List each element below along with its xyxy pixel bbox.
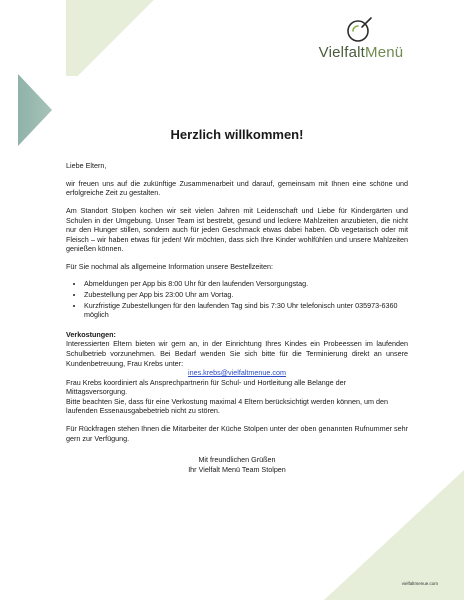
tasting-note: Bitte beachten Sie, dass für eine Verkostung maximal 4 Eltern berücksichtigt werden können, um den laufenden Essenausgabebetrieb nicht zu stören. bbox=[66, 396, 389, 416]
footer-url: vielfaltmenue.com bbox=[401, 581, 438, 586]
list-item: • Zubestellung per App bis 23:00 Uhr am Vortag. bbox=[84, 290, 408, 300]
logo-name-part2: Menü bbox=[365, 44, 404, 61]
contact-email-link[interactable]: ines.krebs@vielfaltmenue.com bbox=[188, 368, 286, 378]
decorative-triangle-left bbox=[18, 74, 52, 146]
letter-title: Herzlich willkommen! bbox=[170, 127, 304, 142]
intro-paragraph: wir freuen uns auf die zukünftige Zusammenarbeit und darauf, gemeinsam mit Ihnen eine schöne und erfolgreiche Zeit zu gestalten. bbox=[66, 178, 408, 198]
logo-wordmark bbox=[306, 44, 416, 61]
coordinator-paragraph: Frau Krebs koordiniert als Ansprechpartnerin für Schul- und Hortleitung alle Belange der Mittagsversorgung. bbox=[66, 377, 347, 397]
about-paragraph: Am Standort Stolpen kochen wir seit vielen Jahren mit Leidenschaft und Liebe für Kindergärten und Schulen in der Umgebung. Unser Team ist bestrebt, gesund und leckere Mahlzeiten anzubieten, die nicht nur den Hunger stillen, sondern auch für jeden Geschmack etwas dabei haben. Ob vegetarisch oder mit Fleisch – wir haben etwas für jeden! Wir möchten, dass sich Ihre Kinder wohlfühlen und unsere Mahlzeiten genießen können. bbox=[66, 206, 408, 254]
questions-paragraph: Für Rückfragen stehen Ihnen die Mitarbeiter der Küche Stolpen unter der oben genannten Rufnummer sehr gern zur Verfügung. bbox=[66, 424, 409, 443]
closing bbox=[66, 455, 408, 474]
closing-signature: Ihr Vielfalt Menü Team Stolpen bbox=[188, 464, 286, 474]
plate-fork-icon bbox=[344, 16, 374, 44]
list-item: • Abmeldungen per App bis 8:00 Uhr für den laufenden Versorgungstag. bbox=[84, 279, 408, 289]
decorative-corner-top bbox=[66, 0, 166, 76]
order-times-list bbox=[66, 279, 408, 319]
tasting-heading: Verkostungen: bbox=[66, 329, 116, 339]
logo-name-part1: Vielfalt bbox=[318, 44, 366, 61]
list-item: • Kurzfristige Zubestellungen für den laufenden Tag sind bis 7:30 Uhr telefonisch unter 035973-6360 möglich bbox=[84, 301, 408, 320]
company-logo bbox=[306, 16, 416, 68]
salutation: Liebe Eltern, bbox=[66, 161, 107, 171]
tasting-paragraph: Interessierten Eltern bieten wir gern an, in der Einrichtung Ihres Kindes ein Probeessen im laufenden Schulbetrieb vorzunehmen. Bei Bedarf wenden Sie sich bitte für die Terminierung direkt an unsere Kundenbetreuung, Frau Krebs unter: bbox=[66, 339, 408, 368]
closing-greeting: Mit freundlichen Grüßen bbox=[198, 455, 276, 465]
letter-body bbox=[66, 126, 408, 474]
order-times-intro: Für Sie nochmal als allgemeine Information unsere Bestellzeiten: bbox=[66, 261, 273, 271]
decorative-corner-bottom bbox=[324, 470, 464, 600]
